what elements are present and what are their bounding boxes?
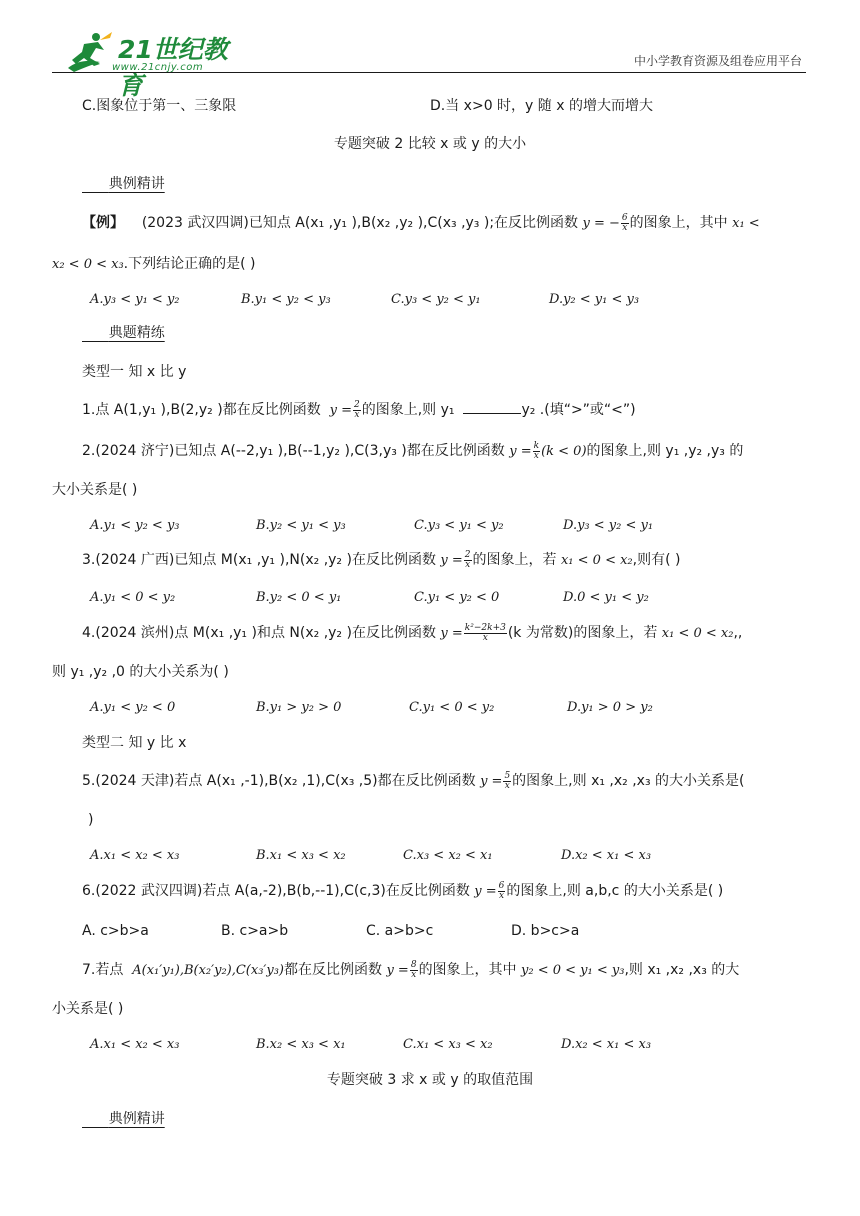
q3-option-d: D.0 < y₁ < y₂	[563, 590, 649, 605]
q2-option-c: C.y₃ < y₁ < y₂	[414, 518, 504, 533]
q3-option-b: B.y₂ < 0 < y₁	[256, 590, 342, 605]
q6-option-a: A. c>b>a	[82, 923, 149, 939]
type-one-heading: 类型一 知 x 比 y	[82, 364, 187, 380]
question-7: 7.若点 A(x₁′y₁),B(x₂′y₂),C(x₃′y₃)都在反比例函数 y = $\frac{8}{x}$ 的图象上，其中 y₂ < 0 < y₁ < y₃,则 x₁ ,x₂ ,x₃ 的大	[82, 959, 740, 980]
site-logo	[60, 28, 235, 100]
question-2-line-2: 大小关系是( )	[52, 482, 138, 498]
question-6: 6.(2022 武汉四调)若点 A(a,-2),B(b,--1),C(c,3)在反比例函数 y = $\frac{6}{x}$ 的图象上,则 a,b,c 的大小关系是( )	[82, 880, 724, 901]
example-label: 【例】	[82, 215, 124, 231]
heading-example-2: 典例精讲	[108, 1111, 165, 1127]
question-7-line-2: 小关系是( )	[52, 1001, 124, 1017]
section-title-3: 专题突破 3 求 x 或 y 的取值范围	[326, 1072, 534, 1088]
question-3: 3.(2024 广西)已知点 M(x₁ ,y₁ ),N(x₂ ,y₂ )在反比例函数 y = $\frac{2}{x}$ 的图象上，若 x₁ < 0 < x₂,则有( )	[82, 549, 681, 570]
q3-option-a: A.y₁ < 0 < y₂	[90, 590, 176, 605]
q6-option-d: D. b>c>a	[511, 923, 580, 939]
example-option-d: D.y₂ < y₁ < y₃	[549, 292, 640, 307]
logo-url: www.21cnjy.com	[112, 62, 204, 73]
q7-option-d: D.x₂ < x₁ < x₃	[561, 1037, 652, 1052]
type-two-heading: 类型二 知 y 比 x	[82, 735, 187, 751]
q7-option-a: A.x₁ < x₂ < x₃	[90, 1037, 180, 1052]
question-5: 5.(2024 天津)若点 A(x₁ ,-1),B(x₂ ,1),C(x₃ ,5)都在反比例函数 y = $\frac{5}{x}$ 的图象上,则 x₁ ,x₂ ,x₃ 的大小关系是(	[82, 770, 745, 791]
q4-option-d: D.y₁ > 0 > y₂	[567, 700, 653, 715]
question-4-line-2: 则 y₁ ,y₂ ,0 的大小关系为( )	[52, 664, 229, 680]
q2-option-a: A.y₁ < y₂ < y₃	[90, 518, 180, 533]
q6-option-c: C. a>b>c	[366, 923, 434, 939]
example-option-b: B.y₁ < y₂ < y₃	[241, 292, 331, 307]
logo-text: 21世纪教育	[118, 35, 228, 100]
q5-option-d: D.x₂ < x₁ < x₃	[561, 848, 652, 863]
runner-logo-icon	[60, 28, 118, 76]
example-option-c: C.y₃ < y₂ < y₁	[391, 292, 481, 307]
example-line-2: x₂ < 0 < x₃.下列结论正确的是( )	[52, 256, 256, 272]
header-platform-name: 中小学教育资源及组卷应用平台	[633, 54, 802, 68]
q3-option-c: C.y₁ < y₂ < 0	[414, 590, 500, 605]
header-divider	[52, 72, 806, 73]
q4-option-a: A.y₁ < y₂ < 0	[90, 700, 176, 715]
q5-option-a: A.x₁ < x₂ < x₃	[90, 848, 180, 863]
example-option-a: A.y₃ < y₁ < y₂	[90, 292, 180, 307]
heading-practice: 典题精练	[108, 325, 165, 341]
question-4: 4.(2024 滨州)点 M(x₁ ,y₁ )和点 N(x₂ ,y₂ )在反比例函数 y = $\frac{\text{k²−2k+3}}{x}$ (k 为常数)的图象上，若 x₁ < 0 < x₂,,	[82, 622, 743, 643]
prev-option-c: C.图象位于第一、三象限	[82, 98, 237, 114]
q4-option-b: B.y₁ > y₂ > 0	[256, 700, 342, 715]
prev-option-d: D.当 x>0 时，y 随 x 的增大而增大	[430, 98, 653, 114]
question-1: 1.点 A(1,y₁ ),B(2,y₂ )都在反比例函数 y = $\frac{2}{x}$ 的图象上,则 y₁ y₂ .(填“>”或“<”)	[82, 399, 636, 420]
q7-option-c: C.x₁ < x₃ < x₂	[403, 1037, 493, 1052]
question-5-line-2: )	[88, 812, 94, 828]
q5-option-c: C.x₃ < x₂ < x₁	[403, 848, 493, 863]
section-title-2: 专题突破 2 比较 x 或 y 的大小	[333, 136, 527, 152]
example-line-1: 【例】 (2023 武汉四调)已知点 A(x₁ ,y₁ ),B(x₂ ,y₂ ),C(x₃ ,y₃ );在反比例函数 y = − $\frac{6}{x}$ 的图象上，其中 x₁ <	[82, 212, 760, 233]
q6-option-b: B. c>a>b	[221, 923, 289, 939]
answer-blank[interactable]	[463, 401, 521, 414]
q5-option-b: B.x₁ < x₃ < x₂	[256, 848, 346, 863]
q2-option-d: D.y₃ < y₂ < y₁	[563, 518, 654, 533]
question-2: 2.(2024 济宁)已知点 A(--2,y₁ ),B(--1,y₂ ),C(3,y₃ )都在反比例函数 y = $\frac{k}{x}$ (k < 0)的图象上,则 y₁ ,y₂ ,y₃ 的	[82, 440, 744, 461]
q7-option-b: B.x₂ < x₃ < x₁	[256, 1037, 346, 1052]
q4-option-c: C.y₁ < 0 < y₂	[409, 700, 495, 715]
q2-option-b: B.y₂ < y₁ < y₃	[256, 518, 346, 533]
heading-example: 典例精讲	[108, 176, 165, 192]
